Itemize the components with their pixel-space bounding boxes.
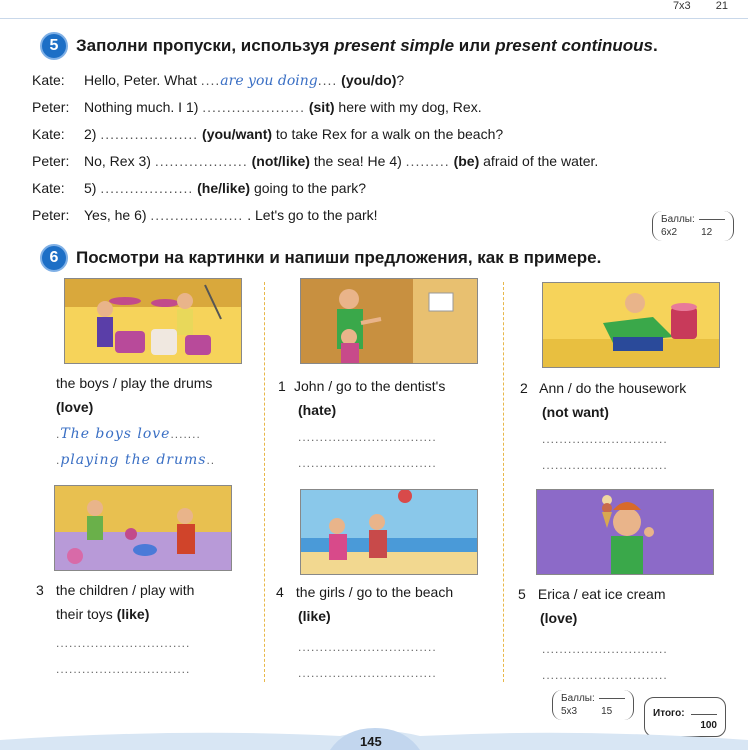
exercise-6-title: Посмотри на картинки и напиши предложения, как в примере. xyxy=(76,248,602,267)
exercise-5-number: 5 xyxy=(40,32,68,60)
item-3-answer-line[interactable]: ............................... xyxy=(56,636,191,650)
blank-3[interactable]: ................... xyxy=(154,153,248,169)
total-score-box: Итого: 100 xyxy=(644,697,726,737)
top-score: 7x3 21 xyxy=(672,0,728,12)
item-5-answer-line[interactable]: ............................. xyxy=(542,668,668,682)
exercise-6-score: Баллы: 5x3 15 xyxy=(552,690,634,720)
top-score-bar xyxy=(0,0,748,19)
item-4-caption: 4 the girls / go to the beach (like) xyxy=(276,584,454,624)
exercise-5-title: Заполни пропуски, используя present simple или present continuous. xyxy=(76,36,658,55)
example-answer-line-1: .The boys love....... xyxy=(56,426,201,442)
item-3-answer-line[interactable]: ............................... xyxy=(56,662,191,676)
picture-beach xyxy=(300,489,478,575)
item-5-answer-line[interactable]: ............................. xyxy=(542,642,668,656)
dialogue-line-3: Kate: 2) .................... (you/want) to take Rex for a walk on the beach? xyxy=(32,126,504,142)
blank-1[interactable]: ..................... xyxy=(202,99,305,115)
picture-ice-cream xyxy=(536,489,714,575)
exercise-6-number: 6 xyxy=(40,244,68,272)
item-4-answer-line[interactable]: ................................ xyxy=(298,640,437,654)
exercise-6-header xyxy=(40,244,601,272)
item-1-answer-line[interactable]: ................................ xyxy=(298,430,437,444)
item-2-answer-line[interactable]: ............................. xyxy=(542,458,668,472)
handwritten-answer: The boys love xyxy=(60,426,171,442)
picture-housework xyxy=(542,282,720,368)
item-2-caption: 2 Ann / do the housework (not want) xyxy=(520,380,687,420)
exercise-5-score: Баллы: 6x2 12 xyxy=(652,211,734,241)
example-answer-line-2: .playing the drums.. xyxy=(56,452,216,468)
item-4-answer-line[interactable]: ................................ xyxy=(298,666,437,680)
page-number: 145 xyxy=(360,734,382,749)
blank-6[interactable]: ................... xyxy=(150,207,244,223)
blank-5[interactable]: ................... xyxy=(100,180,194,196)
dialogue-line-5: Kate: 5) ................... (he/like) going to the park? xyxy=(32,180,367,196)
picture-children-toys xyxy=(54,485,232,571)
dialogue-line-4: Peter: No, Rex 3) ................... (not/like) the sea! He 4) ......... (be) afraid of the water. xyxy=(32,153,599,169)
blank-2[interactable]: .................... xyxy=(100,126,199,142)
item-2-answer-line[interactable]: ............................. xyxy=(542,432,668,446)
item-1-answer-line[interactable]: ................................ xyxy=(298,456,437,470)
item-3-caption: 3 the children / play with their toys (like) xyxy=(36,582,195,622)
picture-boys-drums xyxy=(64,278,242,364)
dialogue-line-6: Peter: Yes, he 6) ................... . Let's go to the park! xyxy=(32,207,378,223)
exercise-5-header xyxy=(40,32,658,60)
item-example-caption: the boys / play the drums (love) xyxy=(56,375,213,415)
column-divider xyxy=(264,282,265,682)
blank-4[interactable]: ......... xyxy=(405,153,450,169)
dialogue-line-2: Peter: Nothing much. I 1) ..................... (sit) here with my dog, Rex. xyxy=(32,99,482,115)
item-1-caption: 1 John / go to the dentist's (hate) xyxy=(278,378,446,418)
handwritten-answer: playing the drums xyxy=(60,452,207,468)
item-5-caption: 5 Erica / eat ice cream (love) xyxy=(518,586,666,626)
picture-dentist xyxy=(300,278,478,364)
column-divider xyxy=(503,282,504,682)
handwritten-answer: are you doing xyxy=(220,73,318,89)
dialogue-line-1: Kate: Hello, Peter. What ....are you doing.... (you/do)? xyxy=(32,72,405,89)
